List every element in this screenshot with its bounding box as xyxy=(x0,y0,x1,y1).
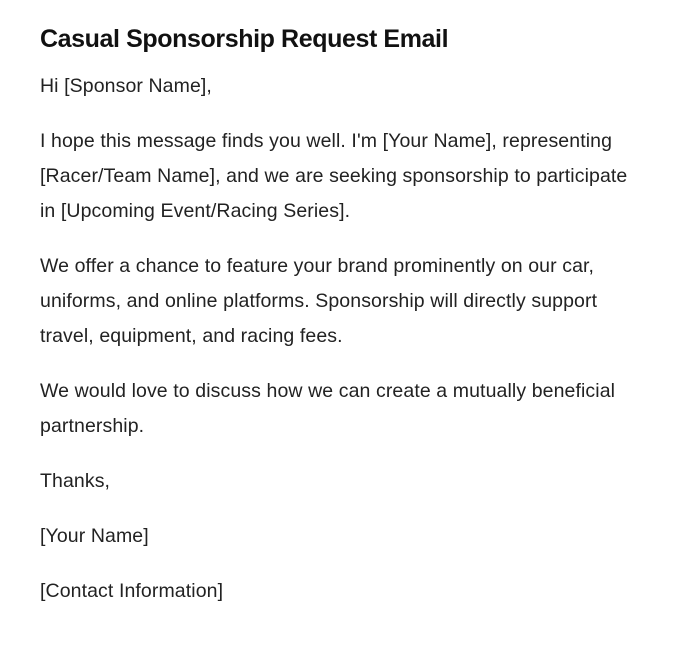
email-paragraph-offer: We offer a chance to feature your brand prominently on our car, uniforms, and online platforms. Sponsorship will directly support travel, equipment, and racing fees. xyxy=(40,255,598,347)
email-paragraph-request: We would love to discuss how we can create a mutually beneficial partnership. xyxy=(40,380,616,437)
email-greeting: Hi [Sponsor Name], xyxy=(40,75,212,97)
email-document xyxy=(40,22,640,629)
email-paragraph-intro: I hope this message finds you well. I'm [Your Name], representing [Racer/Team Name], and we are seeking sponsorship to participate in [Upcoming Event/Racing Series]. xyxy=(40,130,628,222)
signature-contact: [Contact Information] xyxy=(40,580,224,602)
email-title: Casual Sponsorship Request Email xyxy=(40,25,449,53)
email-closing: Thanks, xyxy=(40,470,111,492)
signature-name: [Your Name] xyxy=(40,525,149,547)
